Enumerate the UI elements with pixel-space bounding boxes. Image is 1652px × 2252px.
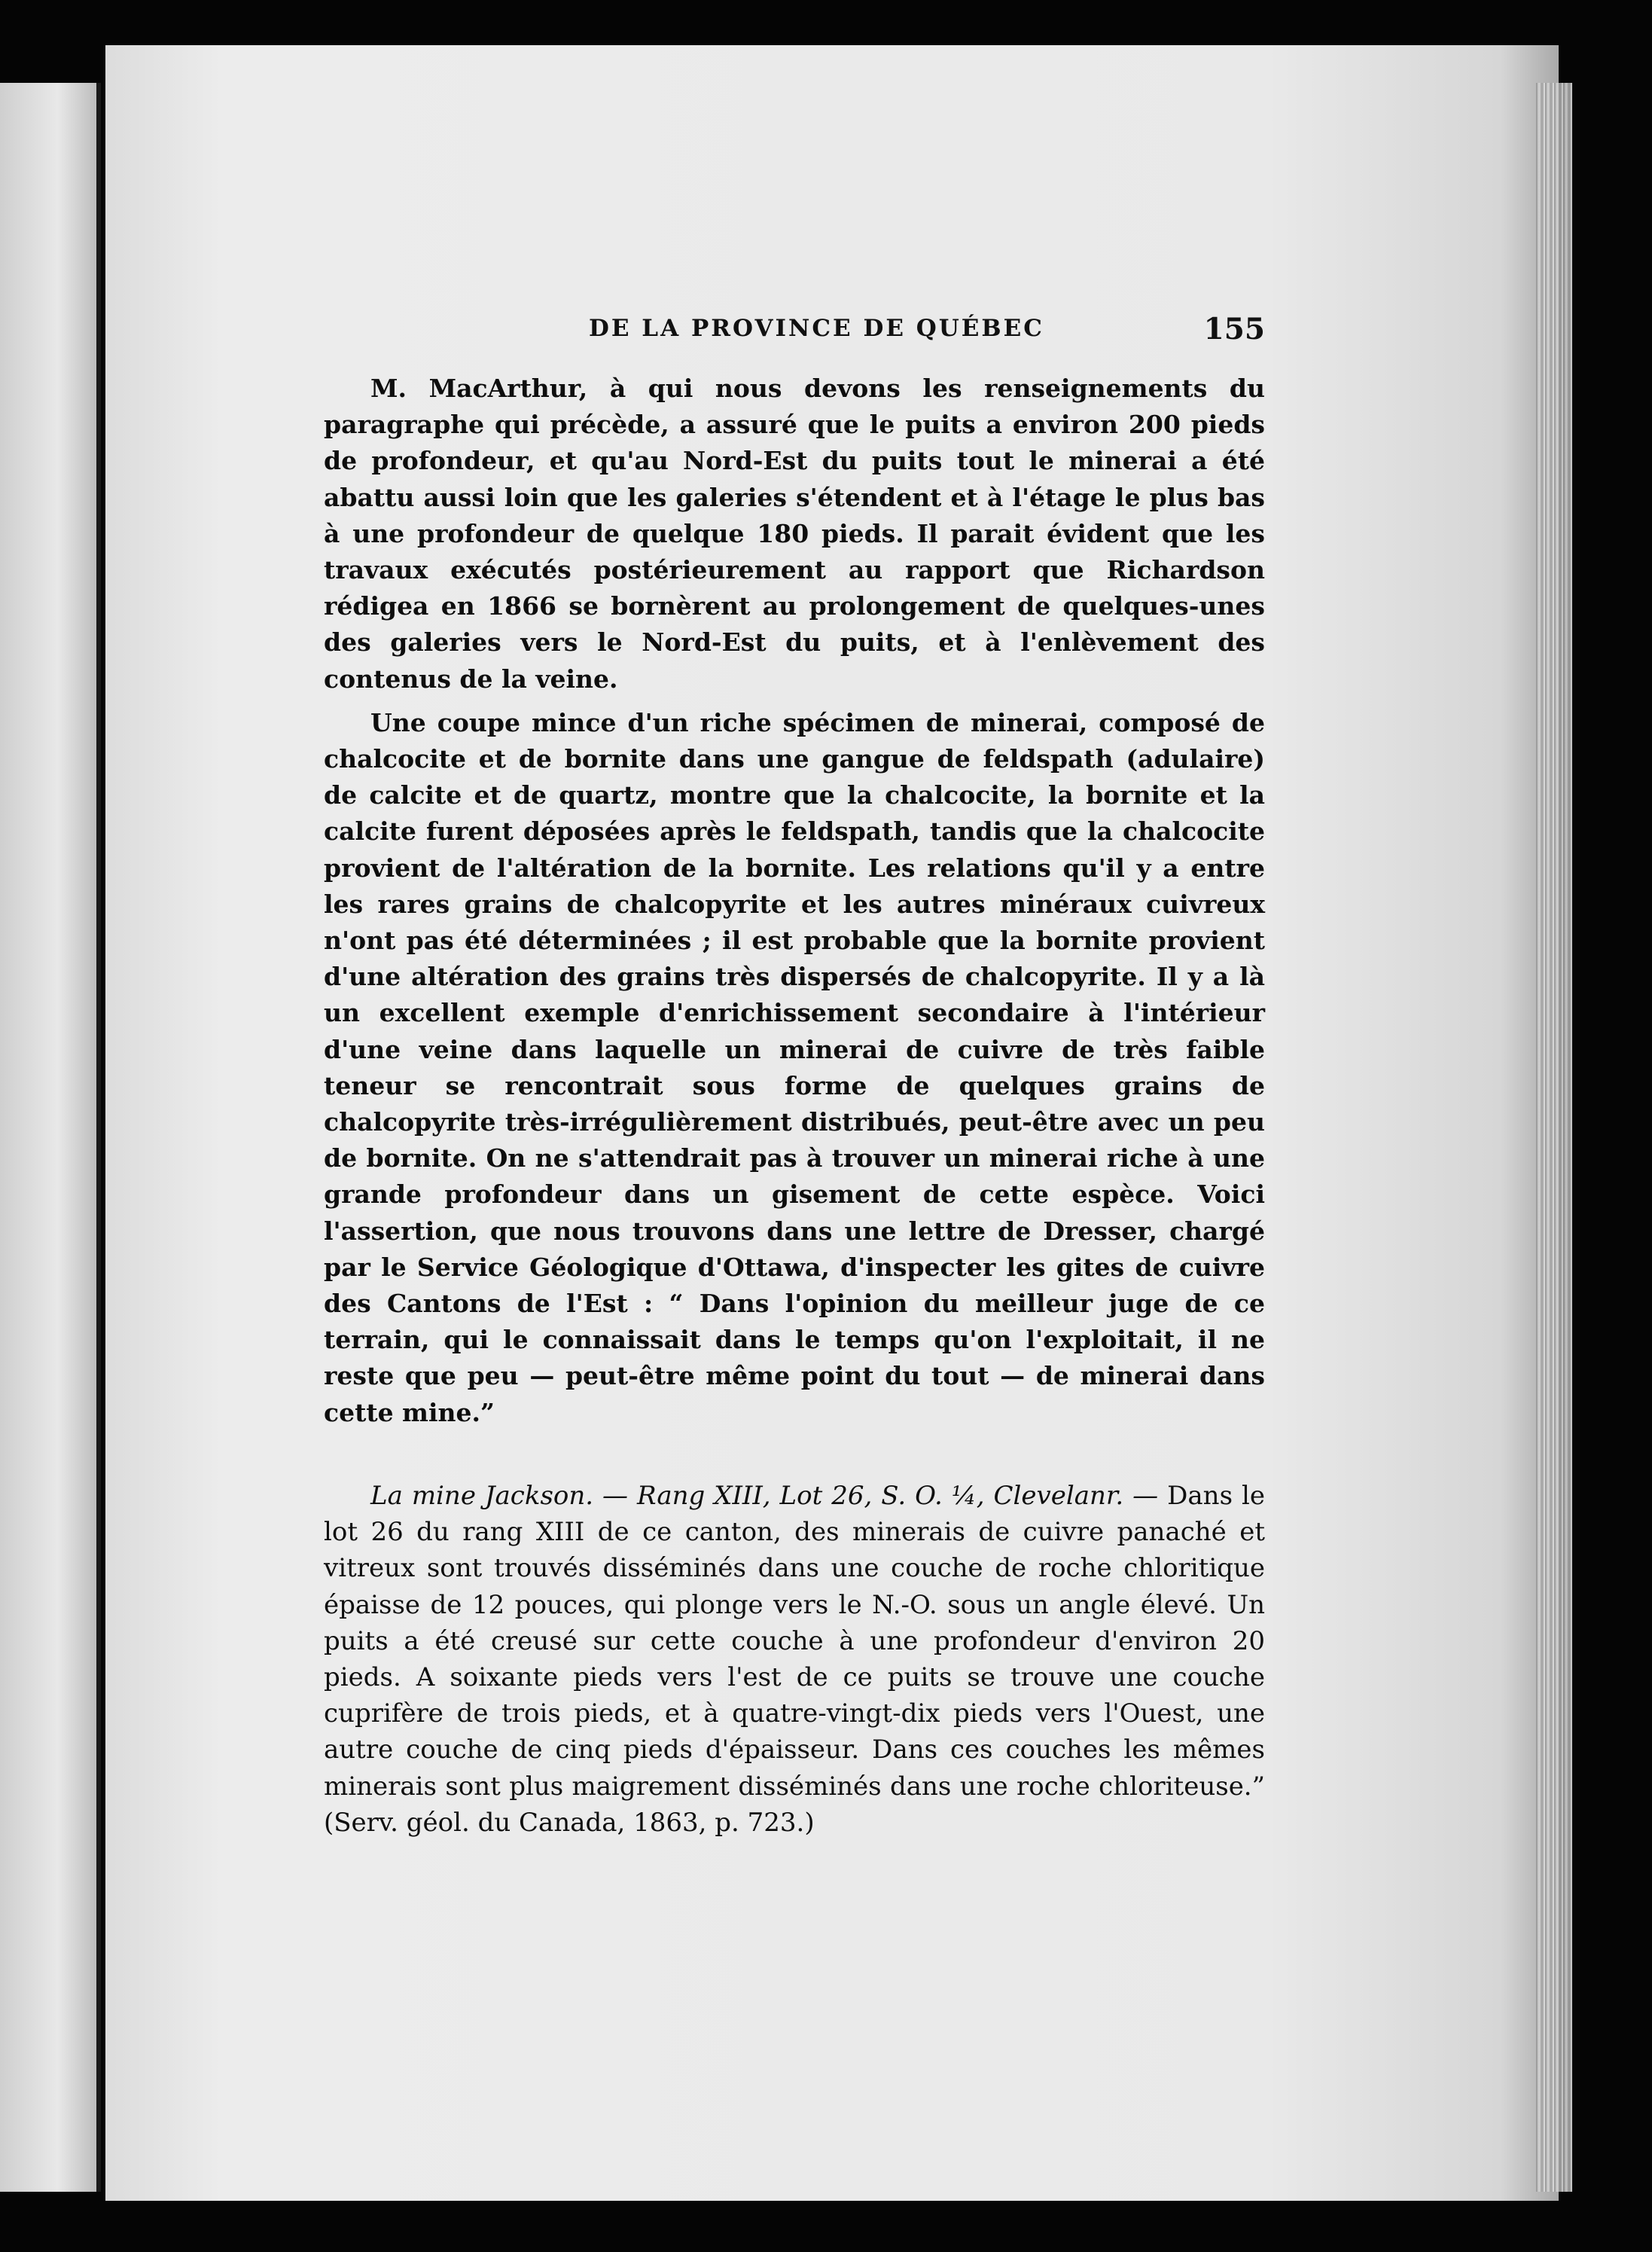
- left-facing-page-edge: [0, 83, 101, 2192]
- running-title: DE LA PROVINCE DE QUÉBEC: [589, 315, 1044, 342]
- paragraph-jackson-mine-text: Dans le lot 26 du rang XIII de ce canton, des minerais de cuivre panaché et vitreux sont trouvés disséminés dans une couche de roche chloritique épaisse de 12 pouces, qui plonge vers le N.-O. sous un angle élevé. Un puits a été creusé sur cette couche à une profondeur d'environ 20 pieds. A soixante pieds vers l'est de ce puits se trouve une couche cuprifère de trois pieds, et à quatre-vingt-dix pieds vers l'Ouest, une autre couche de cinq pieds d'épaisseur. Dans ces couches les mêmes minerais sont plus maigrement disséminés dans une roche chloriteuse.” (Serv. géol. du Canada, 1863, p. 723.): [324, 1480, 1265, 1838]
- paragraph-jackson-mine: [324, 1478, 1265, 1841]
- page-number: 155: [1203, 312, 1265, 346]
- paragraph-thin-section: Une coupe mince d'un riche spécimen de minerai, composé de chalcocite et de bornite dans une gangue de feldspath (adulaire) de calcite et de quartz, montre que la chalcocite, la bornite et la calcite furent déposées après le feldspath, tandis que la chalcocite provient de l'altération de la bornite. Les relations qu'il y a entre les rares grains de chalcopyrite et les autres minéraux cuivreux n'ont pas été déterminées ; il est probable que la bornite provient d'une altération des grains très dispersés de chalcopyrite. Il y a là un excellent exemple d'enrichissement secondaire à l'intérieur d'une veine dans laquelle un minerai de cuivre de très faible teneur se rencontrait sous forme de quelques grains de chalcopyrite très-irrégulièrement distribués, peut-être avec un peu de bornite. On ne s'attendrait pas à trouver un minerai riche à une grande profondeur dans un gisement de cette espèce. Voici l'assertion, que nous trouvons dans une lettre de Dresser, chargé par le Service Géologique d'Ottawa, d'inspecter les gites de cuivre des Cantons de l'Est : “ Dans l'opinion du meilleur juge de ce terrain, qui le connaissait dans le temps qu'on l'exploitait, il ne reste que peu — peut-être même point du tout — de minerai dans cette mine.”: [324, 707, 1265, 1427]
- paragraph-macarthur: M. MacArthur, à qui nous devons les renseignements du paragraphe qui précède, a assuré que le puits a environ 200 pieds de profondeur, et qu'au Nord-Est du puits tout le minerai a été abattu aussi loin que les galeries s'étendent et à l'étage le plus bas à une profondeur de quelque 180 pieds. Il parait évident que les travaux exécutés postérieurement au rapport que Richardson rédigea en 1866 se bornèrent au prolongement de quelques-unes des galeries vers le Nord-Est du puits, et à l'enlèvement des contenus de la veine.: [324, 374, 1265, 694]
- page-body: [324, 371, 1265, 1841]
- page-header: [324, 312, 1265, 360]
- page-stack-edge: [1536, 83, 1572, 2192]
- section-heading-jackson-mine: La mine Jackson. — Rang XIII, Lot 26, S. O. ¼, Clevelanr. —: [370, 1480, 1159, 1511]
